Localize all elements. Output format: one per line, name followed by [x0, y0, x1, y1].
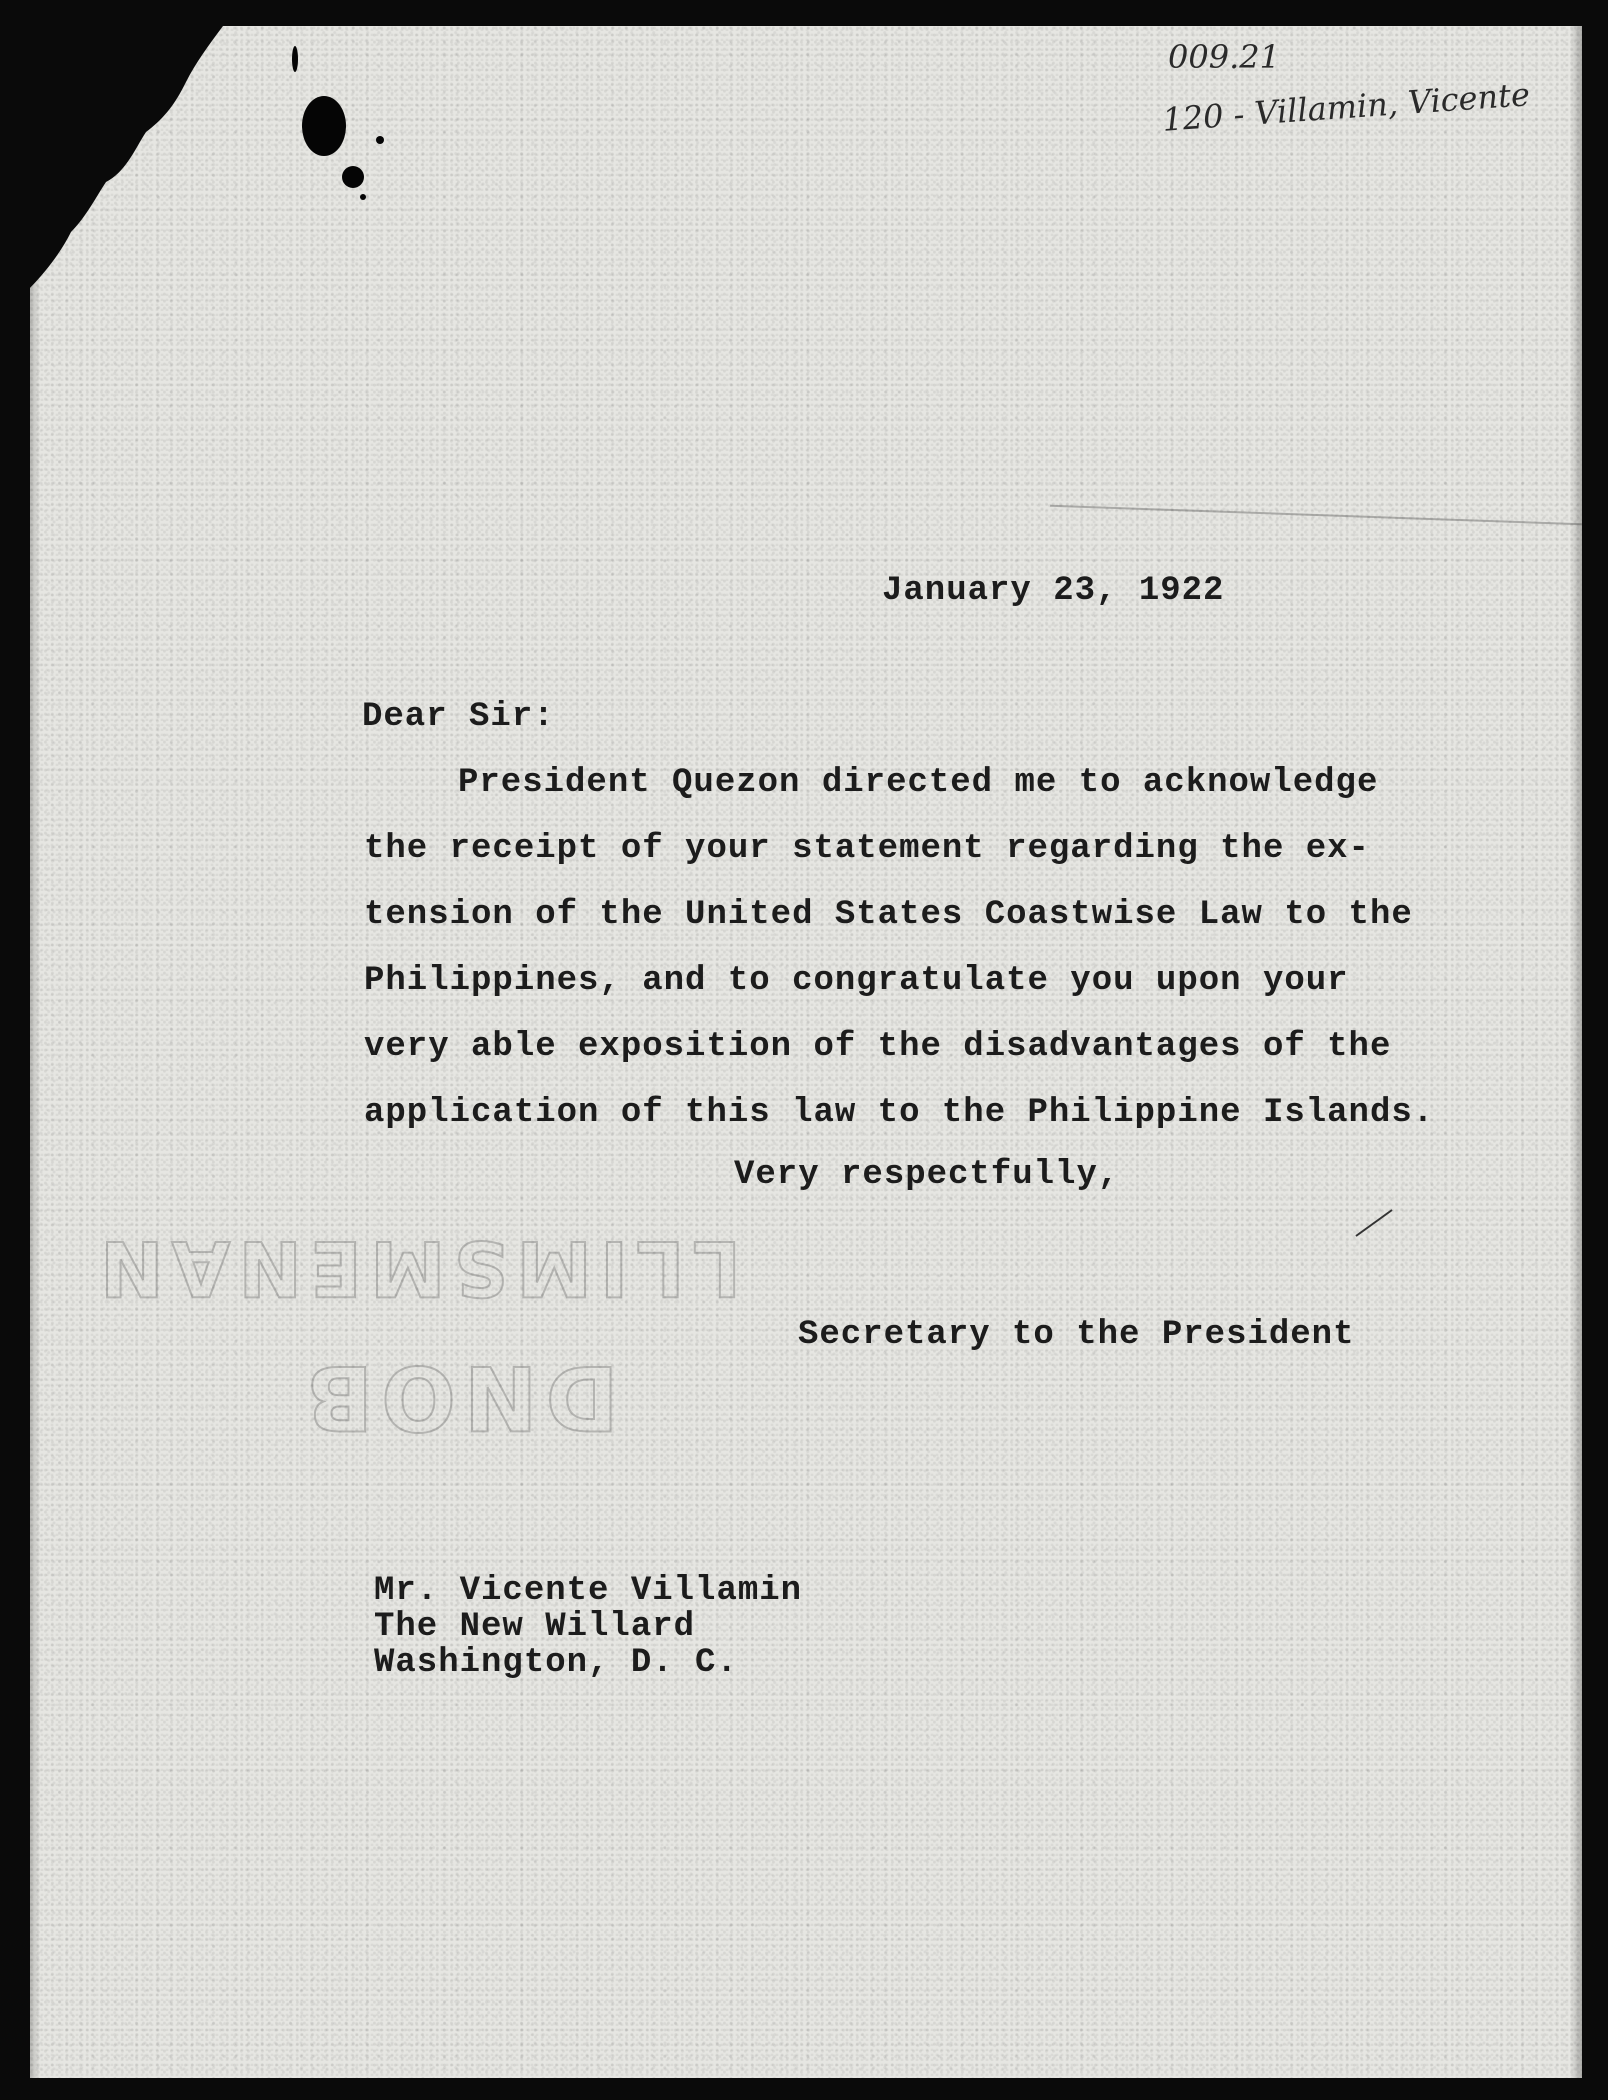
body-line: the receipt of your statement regarding the ex- [364, 830, 1370, 868]
paper-watermark: LLIMSMENAN [92, 1224, 742, 1313]
paper-shadow-right [1570, 26, 1582, 2078]
pen-mark [1354, 1208, 1394, 1238]
ink-stain [376, 136, 384, 144]
letter-page [30, 26, 1582, 2078]
salutation: Dear Sir: [362, 698, 555, 736]
ink-stain [360, 194, 366, 200]
body-line: President Quezon directed me to acknowledge [458, 764, 1379, 802]
closing: Very respectfully, [734, 1156, 1120, 1194]
recipient-line3: Washington, D. C. [374, 1644, 738, 1682]
recipient-line2: The New Willard [374, 1608, 696, 1646]
ink-stain [302, 96, 346, 156]
letter-date: January 23, 1922 [882, 572, 1225, 610]
paper-shadow-left [30, 26, 40, 2078]
paper-watermark: DNOB [298, 1346, 619, 1449]
file-note-number: 009.21 [1168, 38, 1280, 76]
body-line: very able exposition of the disadvantages of the [364, 1028, 1392, 1066]
torn-corner [30, 26, 256, 322]
signature-title: Secretary to the President [798, 1316, 1355, 1354]
file-note-name: 120 - Villamin, Vicente [1161, 75, 1532, 139]
recipient-name: Mr. Vicente Villamin [374, 1572, 803, 1610]
fold-crease [1050, 505, 1582, 526]
ink-stain [292, 46, 298, 72]
body-line: Philippines, and to congratulate you upon your [364, 962, 1349, 1000]
ink-stain [342, 166, 364, 188]
body-line: application of this law to the Philippine Islands. [364, 1094, 1435, 1132]
body-line: tension of the United States Coastwise Law to the [364, 896, 1413, 934]
